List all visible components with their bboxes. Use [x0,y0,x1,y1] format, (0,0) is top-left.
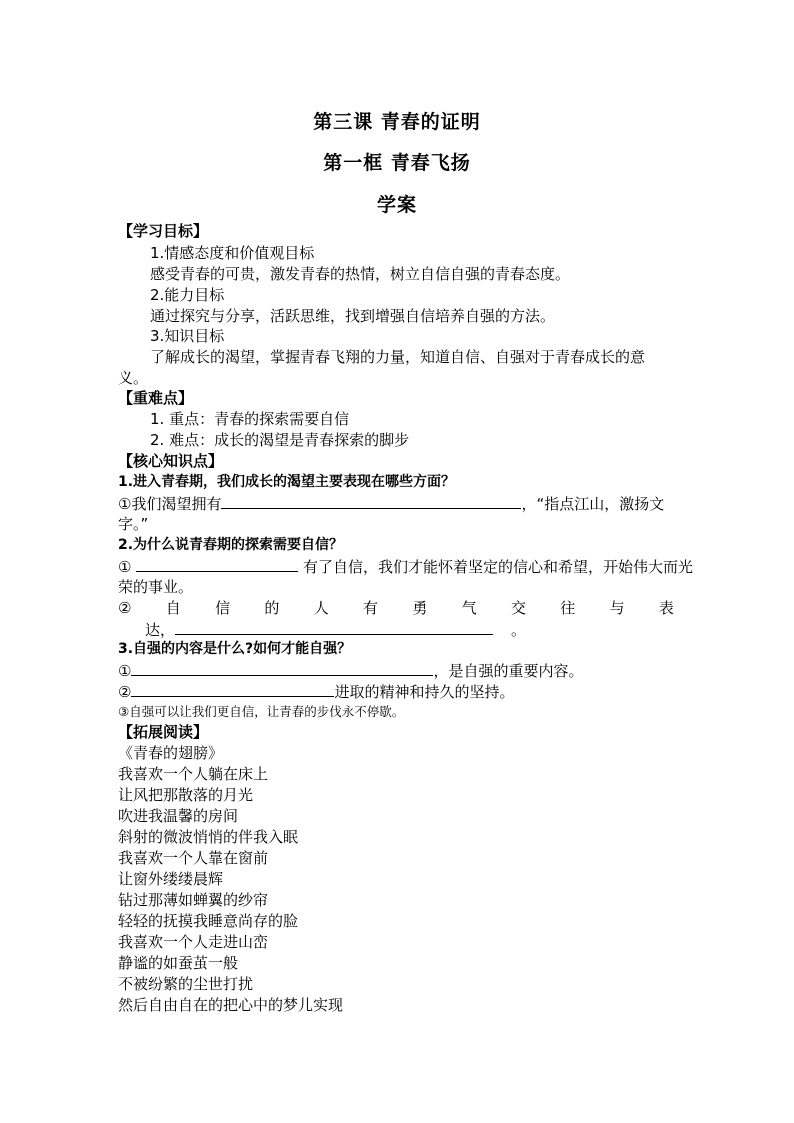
q2-answer-1 [118,556,694,577]
q1-answer-1-prefix: ①我们渴望拥有 [118,495,222,513]
q2-answer-1-prefix: ① [118,558,132,576]
objective-2-label: 2.能力目标 [150,286,225,304]
q2-a2-char: 有 [363,599,379,617]
q2-answer-2-line2-prefix: 达， [145,621,176,639]
q2-a2-char: 交 [510,599,526,617]
q3-answer-2-prefix: ② [118,683,132,701]
q2-answer-2-blank[interactable] [175,619,493,635]
q3-answer-1-suffix: ，是自强的重要内容。 [433,662,584,680]
objective-3-text-line2: 义。 [118,369,149,387]
q2-a2-char: 气 [461,599,477,617]
q1-answer-1 [118,493,678,514]
lesson-title: 第三课 青春的证明 [313,111,481,133]
q3-answer-2-suffix: 进取的精神和持久的坚持。 [334,683,515,701]
question-2: 2.为什么说青春期的探索需要自信？ [118,537,344,553]
q2-answer-2-line2 [145,619,705,640]
q3-answer-2-blank[interactable] [131,681,334,697]
q2-a2-char: 往 [560,599,576,617]
q3-answer-1-blank[interactable] [131,660,433,676]
q1-answer-1-suffix: ，“指点江山，激扬文 [521,495,665,513]
q3-answer-3: ③自强可以让我们更自信，让青春的步伐永不停歇。 [118,704,405,719]
q2-answer-2-line2-suffix: 。 [511,621,527,639]
core-heading: 【核心知识点】 [118,452,224,470]
q3-answer-2 [118,681,678,702]
objective-1-label: 1.情感态度和价值观目标 [150,244,315,262]
objectives-heading: 【学习目标】 [118,222,209,240]
key-point-2: 2. 难点：成长的渴望是青春探索的脚步 [150,431,410,449]
objective-2-text: 通过探究与分享，活跃思维，找到增强自信培养自强的方法。 [150,307,556,325]
question-1: 1.进入青春期，我们成长的渴望主要表现在哪些方面？ [118,474,456,490]
q2-a2-char: 的 [264,599,280,617]
key-point-1: 1. 重点：青春的探索需要自信 [150,410,350,428]
q2-a2-char: 自 [165,599,181,617]
poem-line: 斜射的微波悄悄的伴我入眠 [118,828,299,846]
q2-answer-2 [118,598,678,618]
q2-a2-char: 与 [609,599,625,617]
q3-answer-1-prefix: ① [118,662,132,680]
q2-a2-char: 人 [313,599,329,617]
poem-line: 轻轻的抚摸我睡意尚存的脸 [118,912,299,930]
doc-type-title: 学案 [376,194,417,216]
question-3: 3.自强的内容是什么?如何才能自强？ [118,641,352,657]
poem-line: 我喜欢一个人躺在床上 [118,765,269,783]
poem-line: 钻过那薄如蝉翼的纱帘 [118,891,269,909]
q3-answer-1 [118,660,678,681]
poem-line: 吹进我温馨的房间 [118,807,239,825]
poem-line: 我喜欢一个人靠在窗前 [118,849,269,867]
q2-a2-char: 表 [658,599,674,617]
q2-a2-char: 信 [215,599,231,617]
q1-answer-1-line2: 字。” [118,515,149,533]
poem-line: 让窗外缕缕晨辉 [118,870,224,888]
objective-1-text: 感受青春的可贵，激发青春的热情，树立自信自强的青春态度。 [150,265,571,283]
objective-3-label: 3.知识目标 [150,327,225,345]
reading-heading: 【拓展阅读】 [118,723,209,741]
q2-answer-1-suffix: 有了自信，我们才能怀着坚定的信心和希望，开始伟大而光 [303,558,694,576]
q2-answer-1-blank[interactable] [136,556,298,572]
poem-title: 《青春的翅膀》 [118,744,224,762]
poem-line: 然后自由自在的把心中的梦儿实现 [118,996,344,1014]
q2-answer-1-line2: 荣的事业。 [118,578,194,596]
poem-line: 静谧的如蚕茧一般 [118,954,239,972]
section-title: 第一框 青春飞扬 [323,152,471,174]
poem-line: 我喜欢一个人走进山峦 [118,933,269,951]
q2-a2-char: ② [118,599,132,617]
q2-a2-char: 勇 [412,599,428,617]
objective-3-text-line1: 了解成长的渴望，掌握青春飞翔的力量，知道自信、自强对于青春成长的意 [150,348,646,366]
q1-answer-1-blank[interactable] [221,493,521,509]
poem-line: 不被纷繁的尘世打扰 [118,975,254,993]
key-points-heading: 【重难点】 [118,389,194,407]
q2-answer-2-chars [118,598,674,618]
poem-line: 让风把那散落的月光 [118,786,254,804]
